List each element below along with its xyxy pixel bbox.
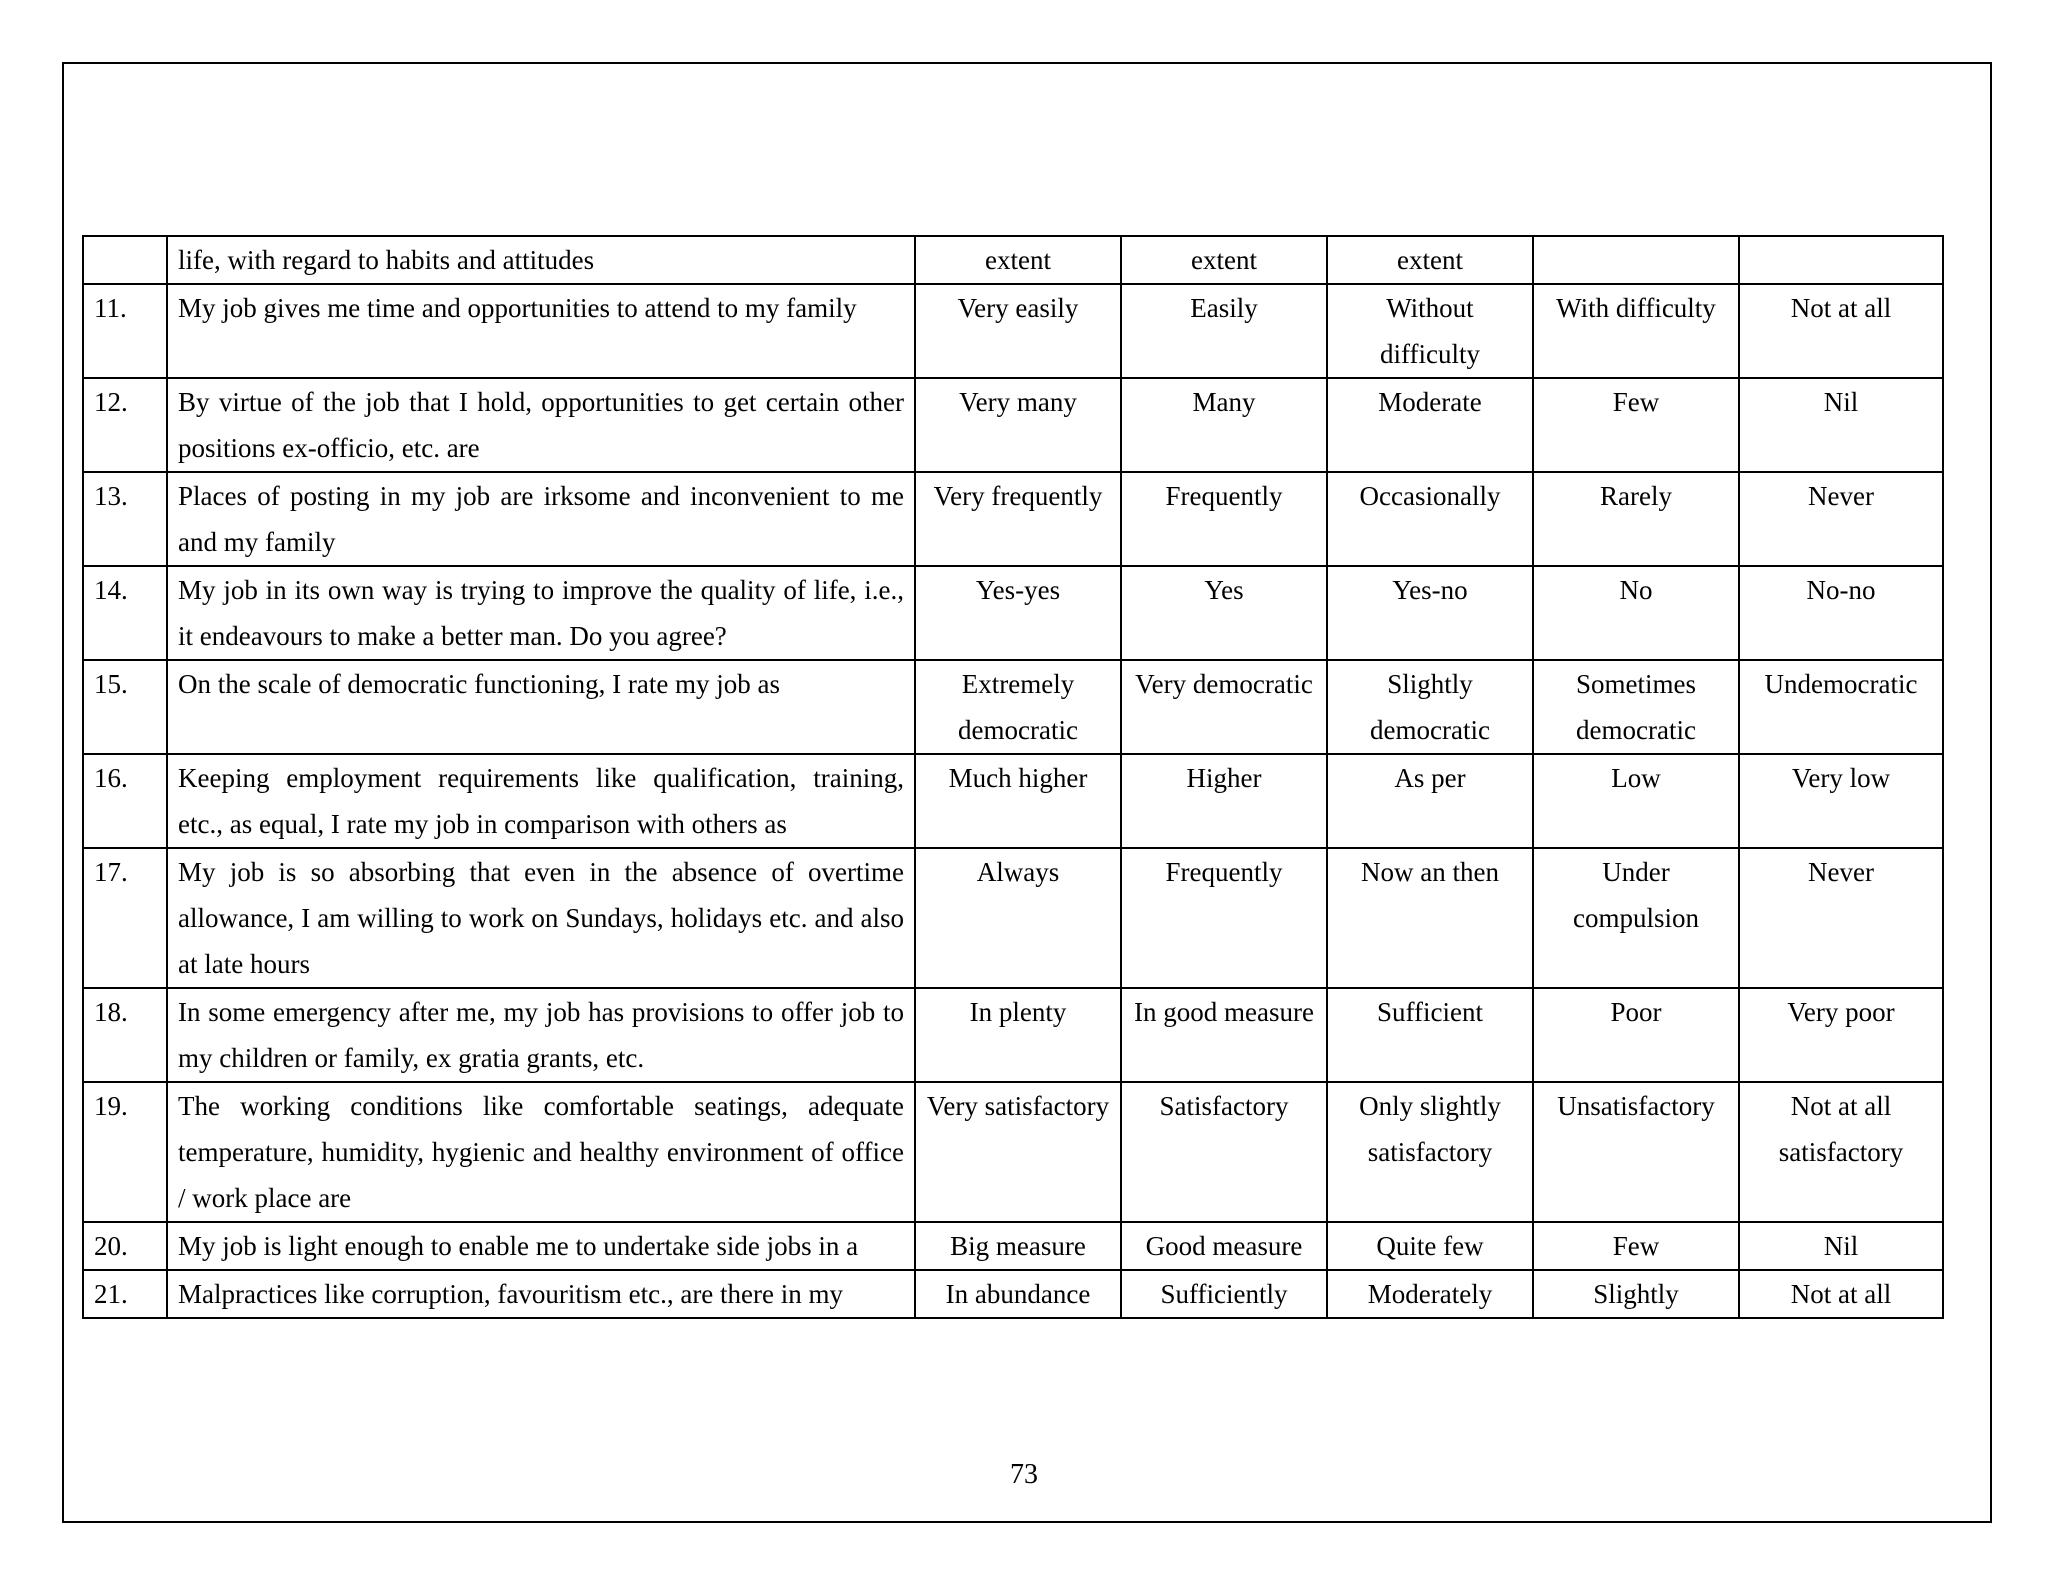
table-row — [83, 236, 1943, 284]
page-number: 73 — [1010, 1459, 1038, 1490]
table-row — [83, 660, 1943, 754]
item-statement: In some emergency after me, my job has provisions to offer job to my children or family, ex gratia grants, etc. — [167, 988, 915, 1082]
response-option-1: Extremely democratic — [915, 660, 1121, 754]
response-option-2: extent — [1121, 236, 1327, 284]
response-option-5: Very poor — [1739, 988, 1943, 1082]
response-option-4: Slightly — [1533, 1270, 1739, 1318]
item-number: 19. — [83, 1082, 167, 1222]
response-option-3: Quite few — [1327, 1222, 1533, 1270]
response-option-5: Nil — [1739, 1222, 1943, 1270]
response-option-4: Sometimes democratic — [1533, 660, 1739, 754]
item-number: 12. — [83, 378, 167, 472]
table-row — [83, 1270, 1943, 1318]
item-statement: My job is light enough to enable me to undertake side jobs in a — [167, 1222, 915, 1270]
table-row — [83, 1222, 1943, 1270]
response-option-4: Poor — [1533, 988, 1739, 1082]
response-option-2: Sufficiently — [1121, 1270, 1327, 1318]
response-option-5: Very low — [1739, 754, 1943, 848]
response-option-5 — [1739, 236, 1943, 284]
item-statement: life, with regard to habits and attitudes — [167, 236, 915, 284]
table-row — [83, 754, 1943, 848]
item-statement: My job is so absorbing that even in the absence of overtime allowance, I am willing to work on Sundays, holidays etc. and also at late hours — [167, 848, 915, 988]
item-number: 21. — [83, 1270, 167, 1318]
response-option-4: Low — [1533, 754, 1739, 848]
response-option-5: Not at all — [1739, 284, 1943, 378]
item-number: 20. — [83, 1222, 167, 1270]
item-statement: On the scale of democratic functioning, I rate my job as — [167, 660, 915, 754]
response-option-5: Not at all satisfactory — [1739, 1082, 1943, 1222]
response-option-3: Moderate — [1327, 378, 1533, 472]
response-option-1: Very satisfactory — [915, 1082, 1121, 1222]
response-option-1: Yes-yes — [915, 566, 1121, 660]
response-option-1: Very frequently — [915, 472, 1121, 566]
response-option-5: No-no — [1739, 566, 1943, 660]
response-option-3: As per — [1327, 754, 1533, 848]
response-option-3: Sufficient — [1327, 988, 1533, 1082]
table-row — [83, 378, 1943, 472]
response-option-3: Without difficulty — [1327, 284, 1533, 378]
response-option-5: Undemocratic — [1739, 660, 1943, 754]
questionnaire-table — [82, 235, 1944, 1319]
response-option-2: Many — [1121, 378, 1327, 472]
item-statement: By virtue of the job that I hold, opportunities to get certain other positions ex-officio, etc. are — [167, 378, 915, 472]
item-number: 11. — [83, 284, 167, 378]
response-option-2: Very democratic — [1121, 660, 1327, 754]
item-number: 16. — [83, 754, 167, 848]
item-number: 14. — [83, 566, 167, 660]
item-statement: My job in its own way is trying to improve the quality of life, i.e., it endeavours to make a better man. Do you agree? — [167, 566, 915, 660]
response-option-1: Very easily — [915, 284, 1121, 378]
table-row — [83, 472, 1943, 566]
item-number: 17. — [83, 848, 167, 988]
item-number: 15. — [83, 660, 167, 754]
response-option-5: Not at all — [1739, 1270, 1943, 1318]
response-option-5: Never — [1739, 848, 1943, 988]
table-row — [83, 284, 1943, 378]
response-option-3: Occasionally — [1327, 472, 1533, 566]
response-option-5: Nil — [1739, 378, 1943, 472]
response-option-4: Few — [1533, 1222, 1739, 1270]
item-number — [83, 236, 167, 284]
response-option-1: Big measure — [915, 1222, 1121, 1270]
table-row — [83, 566, 1943, 660]
table-row — [83, 1082, 1943, 1222]
response-option-4: Few — [1533, 378, 1739, 472]
response-option-2: Frequently — [1121, 472, 1327, 566]
response-option-3: Slightly democratic — [1327, 660, 1533, 754]
response-option-4: Under compulsion — [1533, 848, 1739, 988]
response-option-3: Only slightly satisfactory — [1327, 1082, 1533, 1222]
response-option-1: Always — [915, 848, 1121, 988]
response-option-1: Much higher — [915, 754, 1121, 848]
response-option-3: Now an then — [1327, 848, 1533, 988]
item-statement: Malpractices like corruption, favouritism etc., are there in my — [167, 1270, 915, 1318]
item-number: 13. — [83, 472, 167, 566]
response-option-1: Very many — [915, 378, 1121, 472]
response-option-3: Moderately — [1327, 1270, 1533, 1318]
table-row — [83, 988, 1943, 1082]
item-statement: The working conditions like comfortable seatings, adequate temperature, humidity, hygienic and healthy environment of office / work place are — [167, 1082, 915, 1222]
item-number: 18. — [83, 988, 167, 1082]
response-option-4: Rarely — [1533, 472, 1739, 566]
item-statement: My job gives me time and opportunities to attend to my family — [167, 284, 915, 378]
item-statement: Places of posting in my job are irksome and inconvenient to me and my family — [167, 472, 915, 566]
response-option-2: Higher — [1121, 754, 1327, 848]
response-option-4 — [1533, 236, 1739, 284]
response-option-1: In abundance — [915, 1270, 1121, 1318]
response-option-2: In good measure — [1121, 988, 1327, 1082]
response-option-4: No — [1533, 566, 1739, 660]
response-option-1: extent — [915, 236, 1121, 284]
response-option-1: In plenty — [915, 988, 1121, 1082]
item-statement: Keeping employment requirements like qualification, training, etc., as equal, I rate my job in comparison with others as — [167, 754, 915, 848]
questionnaire-table-body — [83, 236, 1943, 1318]
table-row — [83, 848, 1943, 988]
response-option-2: Satisfactory — [1121, 1082, 1327, 1222]
response-option-4: With difficulty — [1533, 284, 1739, 378]
response-option-2: Good measure — [1121, 1222, 1327, 1270]
response-option-2: Frequently — [1121, 848, 1327, 988]
response-option-4: Unsatisfactory — [1533, 1082, 1739, 1222]
response-option-5: Never — [1739, 472, 1943, 566]
response-option-3: extent — [1327, 236, 1533, 284]
response-option-2: Yes — [1121, 566, 1327, 660]
response-option-3: Yes-no — [1327, 566, 1533, 660]
response-option-2: Easily — [1121, 284, 1327, 378]
